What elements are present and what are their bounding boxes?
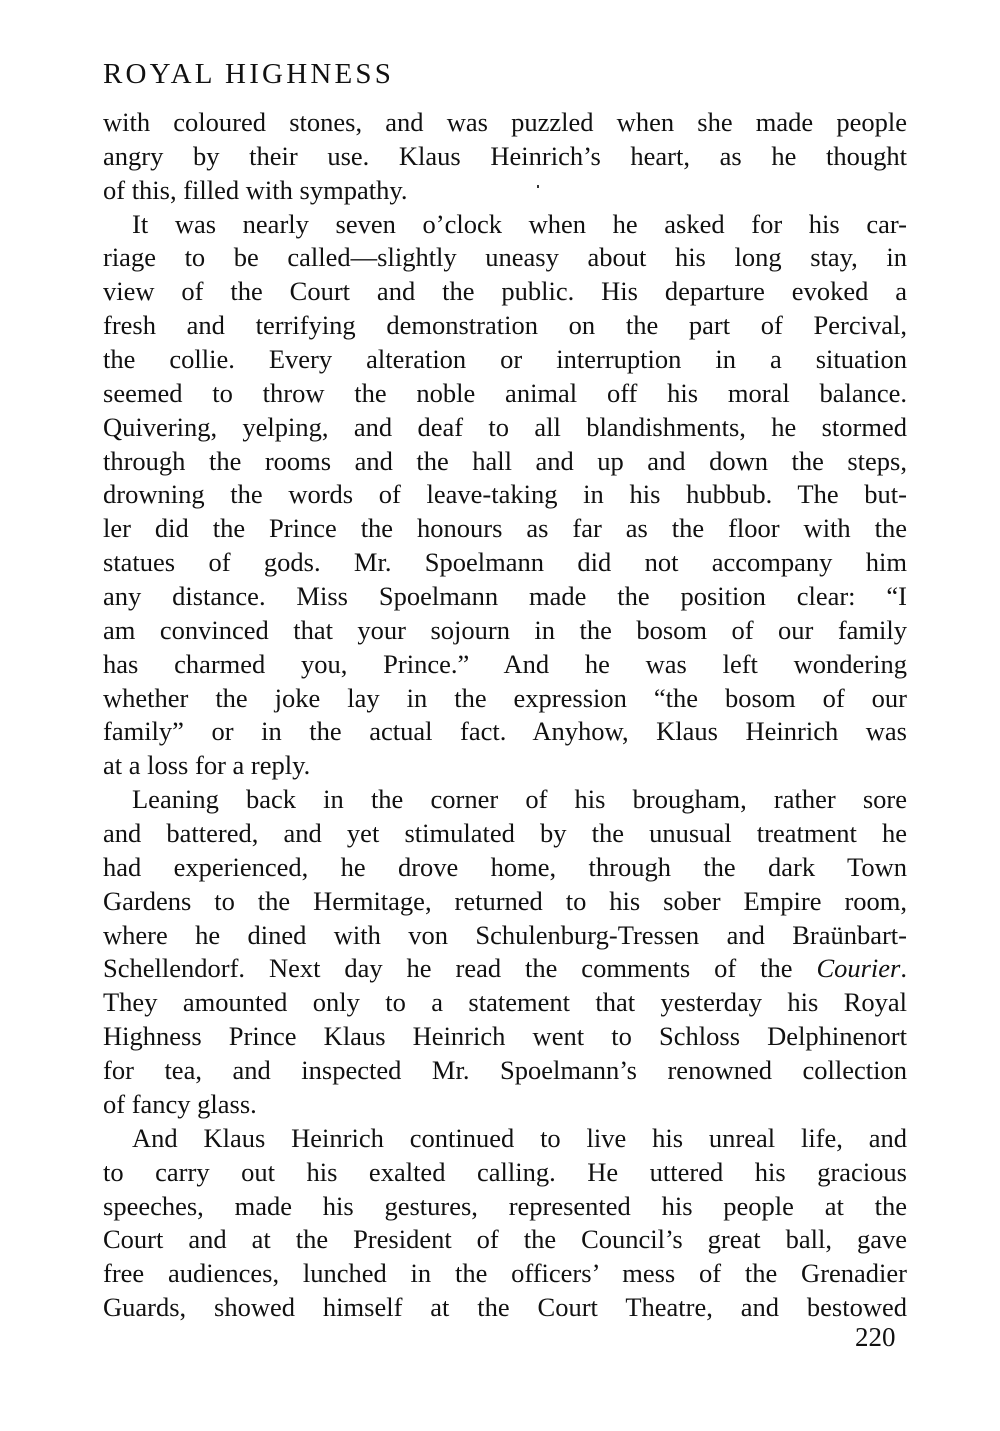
text-line <box>103 140 907 174</box>
text-line <box>103 648 907 682</box>
text-line <box>103 851 907 885</box>
text-segment: free audiences, lunched in the officers’ mess of the Grenadier <box>103 1258 907 1289</box>
text-segment: It was nearly seven o’clock when he asked for his car- <box>132 208 907 239</box>
text-segment: where he dined with von Schulenburg-Tressen and Braünbart- <box>103 919 907 950</box>
text-segment: speeches, made his gestures, represented his people at the <box>103 1190 907 1221</box>
italic-text: Courier <box>816 953 901 984</box>
text-segment: for tea, and inspected Mr. Spoelmann’s renowned collection <box>103 1055 907 1086</box>
text-line <box>103 986 907 1020</box>
text-segment: riage to be called—slightly uneasy about his long stay, in <box>103 242 907 273</box>
text-line <box>103 546 907 580</box>
text-segment: Gardens to the Hermitage, returned to his sober Empire room, <box>103 885 907 916</box>
text-line <box>103 377 907 411</box>
text-line <box>103 614 907 648</box>
text-segment: Highness Prince Klaus Heinrich went to Schloss Delphinenort <box>103 1021 907 1052</box>
text-segment: had experienced, he drove home, through the dark Town <box>103 851 907 882</box>
text-line <box>103 783 907 817</box>
text-segment: to carry out his exalted calling. He uttered his gracious <box>103 1156 907 1187</box>
text-segment: through the rooms and the hall and up and down the steps, <box>103 445 907 476</box>
text-segment: Quivering, yelping, and deaf to all blandishments, he stormed <box>103 411 907 442</box>
text-segment: seemed to throw the noble animal off his moral balance. <box>103 377 907 408</box>
text-segment: They amounted only to a statement that yesterday his Royal <box>103 987 907 1018</box>
text-line <box>103 749 907 783</box>
text-line <box>103 275 907 309</box>
text-segment: any distance. Miss Spoelmann made the position clear: “I <box>103 581 907 612</box>
text-segment: statues of gods. Mr. Spoelmann did not accompany him <box>103 547 907 578</box>
page-number: 220 <box>855 1322 896 1352</box>
text-line <box>103 411 907 445</box>
text-segment: Leaning back in the corner of his brougham, rather sore <box>132 784 907 815</box>
text-line <box>103 1088 907 1122</box>
text-line <box>103 1223 907 1257</box>
text-line <box>103 512 907 546</box>
text-segment: at a loss for a reply. <box>103 750 311 781</box>
text-segment: family” or in the actual fact. Anyhow, Klaus Heinrich was <box>103 716 907 747</box>
text-segment: of this, filled with sympathy. <box>103 174 408 205</box>
text-line <box>103 174 907 208</box>
text-line <box>103 580 907 614</box>
text-line <box>103 817 907 851</box>
text-line <box>103 715 907 749</box>
text-segment: ler did the Prince the honours as far as the floor with the <box>103 513 907 544</box>
text-line <box>103 1054 907 1088</box>
running-head: ROYAL HIGHNESS <box>103 58 395 90</box>
text-segment: . <box>900 953 907 984</box>
body-text <box>103 106 907 1325</box>
text-segment: And Klaus Heinrich continued to live his unreal life, and <box>132 1122 907 1153</box>
text-segment: angry by their use. Klaus Heinrich’s heart, as he thought <box>103 140 907 171</box>
text-segment: Schellendorf. Next day he read the comments of the <box>103 953 817 984</box>
text-line <box>103 106 907 140</box>
text-segment: Court and at the President of the Council’s great ball, gave <box>103 1224 907 1255</box>
text-line <box>103 343 907 377</box>
text-segment: whether the joke lay in the expression “the bosom of our <box>103 682 907 713</box>
text-segment: Guards, showed himself at the Court Theatre, and bestowed <box>103 1292 907 1323</box>
text-line <box>103 478 907 512</box>
text-segment: the collie. Every alteration or interruption in a situation <box>103 344 907 375</box>
text-line <box>103 241 907 275</box>
text-line <box>103 682 907 716</box>
text-line <box>103 1122 907 1156</box>
text-segment: drowning the words of leave-taking in his hubbub. The but- <box>103 479 907 510</box>
text-line <box>103 952 907 986</box>
text-segment: with coloured stones, and was puzzled when she made people <box>103 107 907 137</box>
text-line <box>103 885 907 919</box>
text-line <box>103 1156 907 1190</box>
text-segment: has charmed you, Prince.” And he was left wondering <box>103 648 907 679</box>
text-line <box>103 1190 907 1224</box>
text-segment: am convinced that your sojourn in the bosom of our family <box>103 614 907 645</box>
text-line <box>103 309 907 343</box>
text-line <box>103 1020 907 1054</box>
text-line <box>103 208 907 242</box>
text-segment: view of the Court and the public. His departure evoked a <box>103 276 907 307</box>
text-segment: fresh and terrifying demonstration on the part of Percival, <box>103 310 907 341</box>
text-line <box>103 1291 907 1325</box>
text-segment: of fancy glass. <box>103 1088 257 1119</box>
text-segment: and battered, and yet stimulated by the unusual treatment he <box>103 818 907 849</box>
text-line <box>103 1257 907 1291</box>
text-line <box>103 445 907 479</box>
text-line <box>103 919 907 953</box>
